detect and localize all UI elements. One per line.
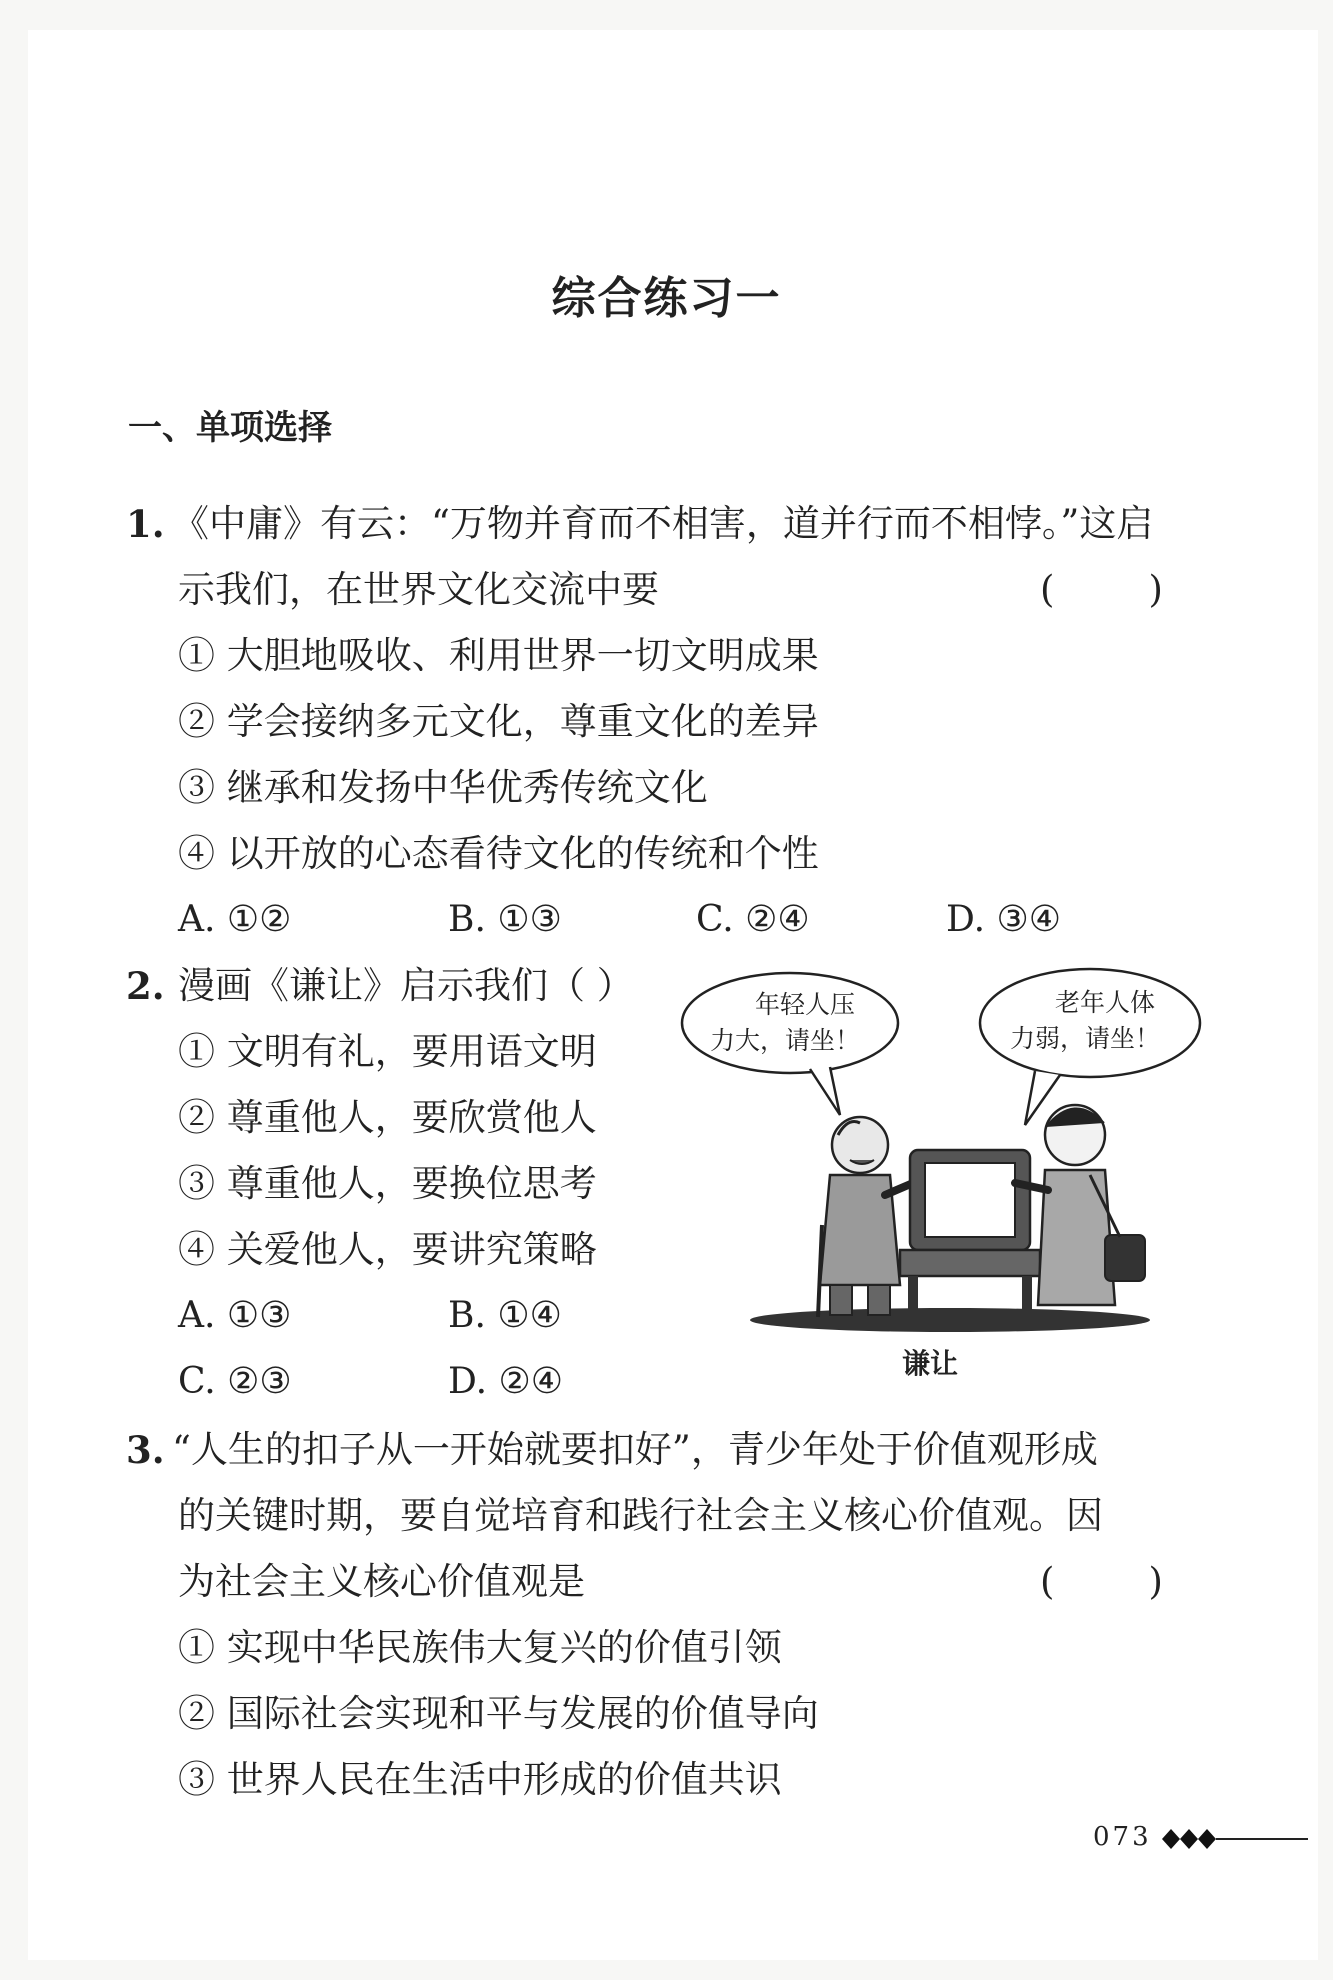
q3-item-1: ① 实现中华民族伟大复兴的价值引领 <box>178 1626 782 1669</box>
q3-stem-line1: “人生的扣子从一开始就要扣好”，青少年处于价值观形成 <box>172 1428 1098 1471</box>
q2-item-2: ② 尊重他人，要欣赏他人 <box>178 1096 597 1139</box>
page-title: 综合练习一 <box>551 273 782 324</box>
q2-stem: 漫画《谦让》启示我们（ ） <box>178 964 634 1007</box>
q3-stem-line2: 的关键时期，要自觉培育和践行社会主义核心价值观。因 <box>178 1494 1103 1537</box>
cartoon-illustration <box>680 965 1210 1335</box>
cartoon-caption: 谦让 <box>901 1347 958 1380</box>
bubble-right-line2: 力弱，请坐！ <box>1010 1024 1161 1053</box>
q1-stem-line1: 《中庸》有云：“万物并育而不相害，道并行而不相悖。”这启 <box>172 502 1154 545</box>
page-number: 073 <box>1093 1822 1152 1852</box>
q1-stem-line2: 示我们，在世界文化交流中要 <box>178 568 659 611</box>
bubble-left-line2: 力大，请坐！ <box>710 1026 861 1055</box>
q3-answer-blank[interactable]: ( ) <box>1040 1560 1163 1603</box>
q2-option-a[interactable]: A. ①③ <box>178 1295 292 1336</box>
speech-bubble-left-tail <box>810 1067 840 1115</box>
q1-option-d[interactable]: D. ③④ <box>946 899 1062 940</box>
q1-item-2: ② 学会接纳多元文化，尊重文化的差异 <box>178 700 819 743</box>
old-man-figure <box>818 1117 920 1317</box>
diamond-divider-icon <box>1160 1824 1310 1854</box>
q3-number: 3. <box>126 1428 165 1472</box>
section-heading: 一、单项选择 <box>128 408 332 448</box>
chair-figure <box>900 1150 1040 1312</box>
q2-item-3: ③ 尊重他人，要换位思考 <box>178 1162 597 1205</box>
q1-item-1: ① 大胆地吸收、利用世界一切文明成果 <box>178 634 819 677</box>
ground-shadow <box>750 1308 1150 1332</box>
q2-option-d[interactable]: D. ②④ <box>448 1361 564 1402</box>
q1-option-a[interactable]: A. ①② <box>178 899 292 940</box>
q1-answer-blank[interactable]: ( ) <box>1040 568 1163 611</box>
q2-item-1: ① 文明有礼，要用语文明 <box>178 1030 597 1073</box>
q2-item-4: ④ 关爱他人，要讲究策略 <box>178 1228 597 1271</box>
q2-option-b[interactable]: B. ①④ <box>448 1295 562 1336</box>
q1-number: 1. <box>126 502 165 546</box>
q3-stem-line3: 为社会主义核心价值观是 <box>178 1560 585 1603</box>
q1-option-b[interactable]: B. ①③ <box>448 899 562 940</box>
q1-item-4: ④ 以开放的心态看待文化的传统和个性 <box>178 832 819 875</box>
bubble-right-line1: 老年人体 <box>1055 988 1156 1017</box>
q2-option-c[interactable]: C. ②③ <box>178 1361 292 1402</box>
q1-item-3: ③ 继承和发扬中华优秀传统文化 <box>178 766 708 809</box>
q2-number: 2. <box>126 964 165 1008</box>
q1-option-c[interactable]: C. ②④ <box>696 899 810 940</box>
q3-item-2: ② 国际社会实现和平与发展的价值导向 <box>178 1692 819 1735</box>
speech-bubble-left <box>682 973 898 1073</box>
q3-item-3: ③ 世界人民在生活中形成的价值共识 <box>178 1758 782 1801</box>
bubble-left-line1: 年轻人压 <box>755 990 856 1019</box>
speech-bubble-right <box>980 969 1200 1077</box>
